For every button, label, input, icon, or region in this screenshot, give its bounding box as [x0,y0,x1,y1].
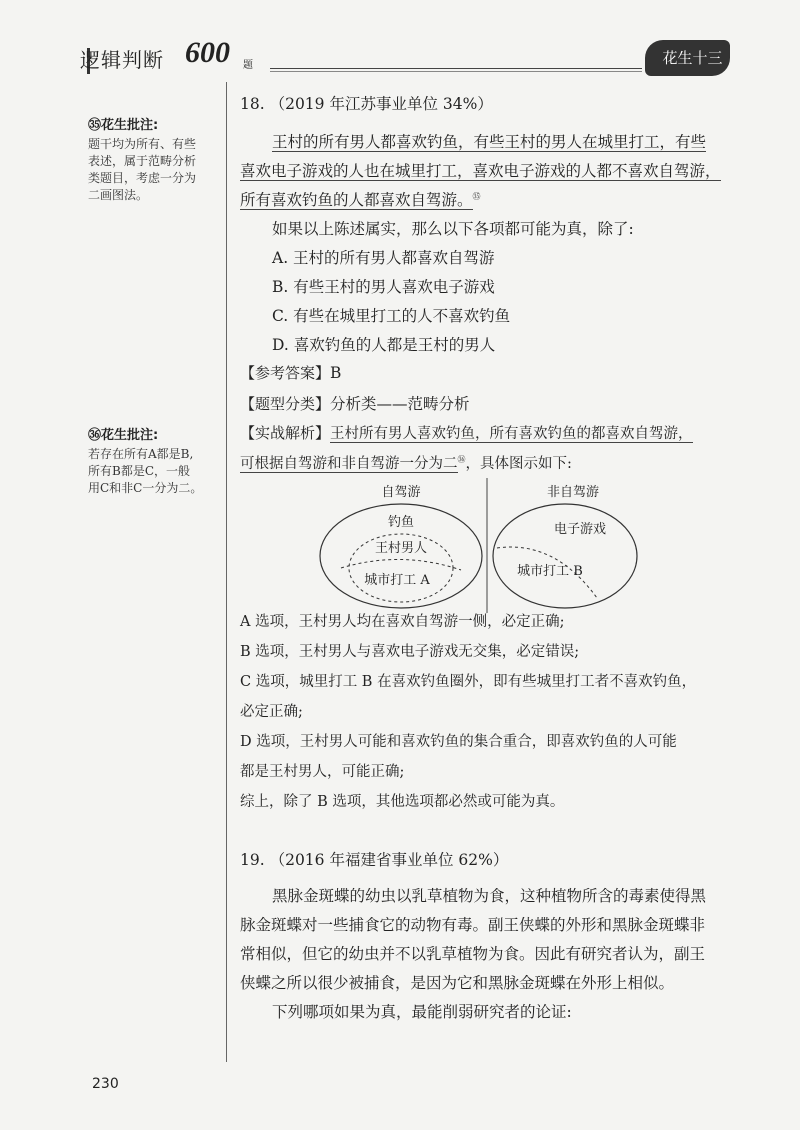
q18-option-c: C. 有些在城里打工的人不喜欢钓鱼 [272,307,511,325]
q18-answer-value: B [330,364,342,382]
venn-diagram [315,478,745,613]
q18-stem-line: 所有喜欢钓鱼的人都喜欢自驾游。 [240,191,473,209]
header-badge [645,40,730,76]
note35-body [88,136,223,204]
q18-explain-line: A 选项，王村男人均在喜欢自驾游一侧，必定正确; [240,614,565,630]
note35-line: 二画图法。 [88,188,149,202]
q18-stem-line: 喜欢电子游戏的人也在城里打工，喜欢电子游戏的人都不喜欢自驾游， [240,162,721,180]
q18-explain-line: 都是王村男人，可能正确; [240,764,405,780]
q18-stem-mark: ㉟ [472,191,481,201]
q18-type-label: 【题型分类】 [240,395,331,413]
note36-line: 用C和非C一分为二。 [88,481,203,495]
note36-line: 所有B都是C，一般 [88,464,191,478]
q18-analysis-line1: 王村所有男人喜欢钓鱼，所有喜欢钓鱼的都喜欢自驾游， [330,426,693,442]
note35-line: 题干均为所有、有些 [88,137,197,151]
q18-analysis-mark: ㊱ [457,455,466,465]
q18-option-a: A. 王村的所有男人都喜欢自驾游 [272,249,495,267]
label-wang-men: 王村男人 [374,541,428,556]
q18-analysis-line2-underlined: 可根据自驾游和非自驾游一分为二 [240,456,458,472]
city-a-boundary [341,559,461,570]
label-fishing: 钓鱼 [387,515,415,530]
q18-stem-line: 王村的所有男人都喜欢钓鱼，有些王村的男人在城里打工，有些 [272,133,707,151]
q18-option-d: D. 喜欢钓鱼的人都是王村的男人 [272,336,496,354]
column-divider [226,82,227,1062]
games-ellipse [493,504,637,608]
page-number: 230 [92,1076,119,1092]
note35-title: ㉟花生批注: [88,118,159,133]
note35-line: 类题目，考虑一分为 [88,171,197,185]
q18-type-value: 分析类——范畴分析 [330,395,470,413]
label-games: 电子游戏 [553,522,607,537]
q18-option-b: B. 有些王村的男人喜欢电子游戏 [272,278,495,296]
header-rule-secondary [270,71,642,72]
label-city-a: 城市打工 A [364,573,430,588]
header-badge-text: 花生十三 [662,49,723,67]
note35-line: 表述，属于范畴分析 [88,154,197,168]
q19-question: 下列哪项如果为真，最能削弱研究者的论证: [272,1003,572,1021]
q18-answer-label: 【参考答案】 [240,364,331,382]
q18-explain-line: B 选项，王村男人与喜欢电子游戏无交集，必定错误; [240,644,580,660]
header-number: 600 [185,36,230,69]
q19-stem-line: 脉金斑蝶对一些捕食它的动物有毒。副王侠蝶的外形和黑脉金斑蝶非 [240,916,706,934]
q19-stem-line: 常相似，但它的幼虫并不以乳草植物为食。因此有研究者认为，副王 [240,945,706,963]
q18-analysis-line2-rest: ，具体图示如下: [465,456,572,472]
label-city-b: 城市打工 B [517,564,583,579]
q18-explain-line: 综上，除了 B 选项，其他选项都必然或可能为真。 [240,794,565,810]
label-non-self-drive: 非自驾游 [546,485,600,500]
header-rule [270,68,642,69]
header-suffix: 题 [243,60,253,71]
header-title: 逻辑判断 [80,48,164,72]
q18-analysis-label: 【实战解析】 [240,424,331,442]
note36-body [88,446,223,497]
q19-header: 19. （2016 年福建省事业单位 62%） [240,851,509,869]
q18-question: 如果以上陈述属实，那么以下各项都可能为真，除了: [272,220,634,238]
note36-title: ㊱花生批注: [88,428,159,443]
label-self-drive: 自驾游 [381,485,421,500]
note36-line: 若存在所有A都是B, [88,447,194,461]
q18-explain-line: 必定正确; [240,704,303,720]
venn-diagram-svg [315,478,745,613]
q18-explain-line: D 选项，王村男人可能和喜欢钓鱼的集合重合，即喜欢钓鱼的人可能 [240,734,677,750]
q18-explain-line: C 选项，城里打工 B 在喜欢钓鱼圈外，即有些城里打工者不喜欢钓鱼， [240,674,697,690]
q18-header: 18. （2019 年江苏事业单位 34%） [240,95,493,113]
q19-stem-line: 侠蝶之所以很少被捕食，是因为它和黑脉金斑蝶在外形上相似。 [240,974,675,992]
q19-stem-line: 黑脉金斑蝶的幼虫以乳草植物为食，这种植物所含的毒素使得黑 [272,887,707,905]
